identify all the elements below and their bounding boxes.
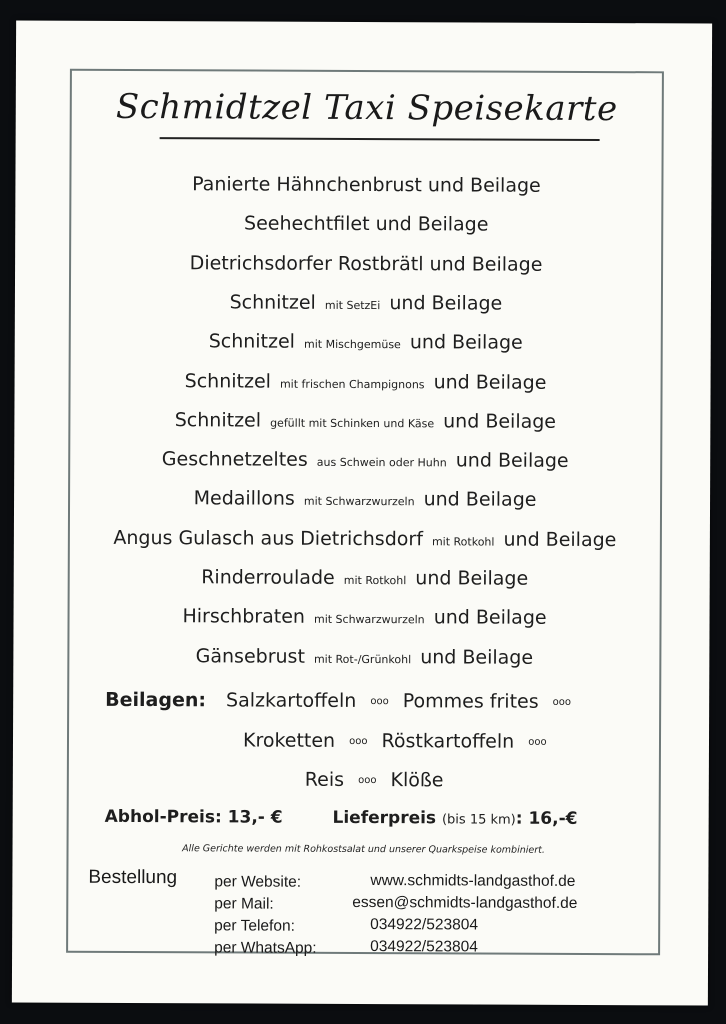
dish-name: Seehechtfilet <box>244 212 370 236</box>
dish-detail: mit Rotkohl <box>343 573 407 588</box>
dish-detail: mit Schwarzwurzeln <box>303 494 415 509</box>
dish-suffix: und Beilage <box>433 606 547 629</box>
order-label-phone: per Telefon: <box>214 917 295 935</box>
dish-detail: mit Rot-/Grünkohl <box>313 652 412 667</box>
side-separator: ooo <box>528 736 547 748</box>
dish-suffix: und Beilage <box>433 371 547 394</box>
dish-suffix: und Beilage <box>375 213 489 236</box>
dish-detail: mit Mischgemüse <box>303 337 401 352</box>
dish-line <box>71 370 661 395</box>
side-item: Reis <box>304 768 345 791</box>
order-title: Bestellung <box>88 866 178 889</box>
dish-suffix: und Beilage <box>420 646 534 669</box>
dish-line <box>69 645 659 670</box>
menu-frame <box>66 69 664 956</box>
order-label-website: per Website: <box>214 873 302 891</box>
menu-sheet <box>12 20 712 1005</box>
sides-label: Beilagen: <box>105 688 207 712</box>
sides-row-2 <box>243 729 555 752</box>
dish-detail: mit Schwarzwurzeln <box>313 612 425 627</box>
dish-line <box>70 487 660 512</box>
dish-suffix: und Beilage <box>503 528 617 552</box>
website-link[interactable]: www.schmidts-landgasthof.de <box>370 872 576 890</box>
title-underline <box>160 137 600 141</box>
dish-suffix: und Beilage <box>423 488 537 511</box>
dish-suffix: und Beilage <box>455 449 569 472</box>
dish-name: Schnitzel <box>184 370 271 393</box>
pickup-price-value: 13,- € <box>227 807 283 828</box>
dish-suffix: und Beilage <box>415 567 529 590</box>
dish-line <box>71 330 661 355</box>
dish-line <box>71 212 661 237</box>
dish-detail: gefüllt mit Schinken und Käse <box>270 416 435 431</box>
order-label-mail: per Mail: <box>214 895 274 913</box>
dish-name: Medaillons <box>193 487 295 510</box>
dish-line <box>70 605 660 630</box>
dish-name: Rinderroulade <box>201 566 335 589</box>
dish-suffix: und Beilage <box>427 174 541 197</box>
dish-line <box>70 409 660 434</box>
side-separator: ooo <box>358 774 377 787</box>
dish-name: Panierte Hähnchenbrust <box>192 173 422 197</box>
dish-name: Schnitzel <box>174 409 262 432</box>
pickup-price-label: Abhol-Preis: <box>104 806 222 828</box>
delivery-range-note: (bis 15 km) <box>441 812 516 828</box>
dish-name: Geschnetzeltes <box>161 448 308 471</box>
delivery-price-value: : 16,-€ <box>515 808 578 829</box>
menu-title: Schmidtzel Taxi Speisekarte <box>115 86 618 130</box>
side-item: Salzkartoffeln <box>226 689 357 712</box>
combination-note: Alle Gerichte werden mit Rohkostsalat und unserer Quarkspeise kombiniert. <box>182 843 545 856</box>
dish-name: Gänsebrust <box>195 645 305 668</box>
sides-row-1 <box>105 689 579 713</box>
side-separator: ooo <box>349 735 368 748</box>
side-separator: ooo <box>552 696 572 708</box>
dish-line <box>71 173 661 198</box>
price-line <box>105 807 578 829</box>
side-item: Pommes frites <box>402 690 539 713</box>
dish-name: Schnitzel <box>208 330 296 353</box>
dish-line <box>70 448 660 473</box>
dish-name: Dietrichsdorfer Rostbrätl <box>189 252 424 276</box>
dish-name: Hirschbraten <box>182 605 306 628</box>
delivery-price-label: Lieferpreis <box>332 807 437 829</box>
dish-detail: mit Rotkohl <box>431 535 495 549</box>
dish-suffix: und Beilage <box>429 253 543 276</box>
dish-detail: mit SetzEi <box>324 298 381 313</box>
side-item: Röstkartoffeln <box>381 730 515 753</box>
dish-name: Angus Gulasch aus Dietrichsdorf <box>113 526 423 551</box>
side-separator: ooo <box>370 696 389 708</box>
dish-suffix: und Beilage <box>389 292 503 315</box>
order-label-whatsapp: per WhatsApp: <box>214 939 317 957</box>
dish-suffix: und Beilage <box>443 410 557 433</box>
dish-name: Schnitzel <box>229 291 316 314</box>
dish-line <box>71 291 661 316</box>
email-link[interactable]: essen@schmidts-landgasthof.de <box>352 893 578 912</box>
dish-line <box>70 527 660 552</box>
side-item: Klöße <box>390 769 444 792</box>
dish-suffix: und Beilage <box>409 331 523 354</box>
dish-detail: mit frischen Champignons <box>279 377 425 392</box>
dish-line <box>71 252 661 277</box>
side-item: Kroketten <box>242 729 336 752</box>
dish-detail: aus Schwein oder Huhn <box>316 455 447 470</box>
sides-row-3 <box>305 769 444 792</box>
phone-number[interactable]: 034922/523804 <box>370 916 479 934</box>
whatsapp-number[interactable]: 034922/523804 <box>370 938 478 956</box>
dish-line <box>70 566 660 591</box>
